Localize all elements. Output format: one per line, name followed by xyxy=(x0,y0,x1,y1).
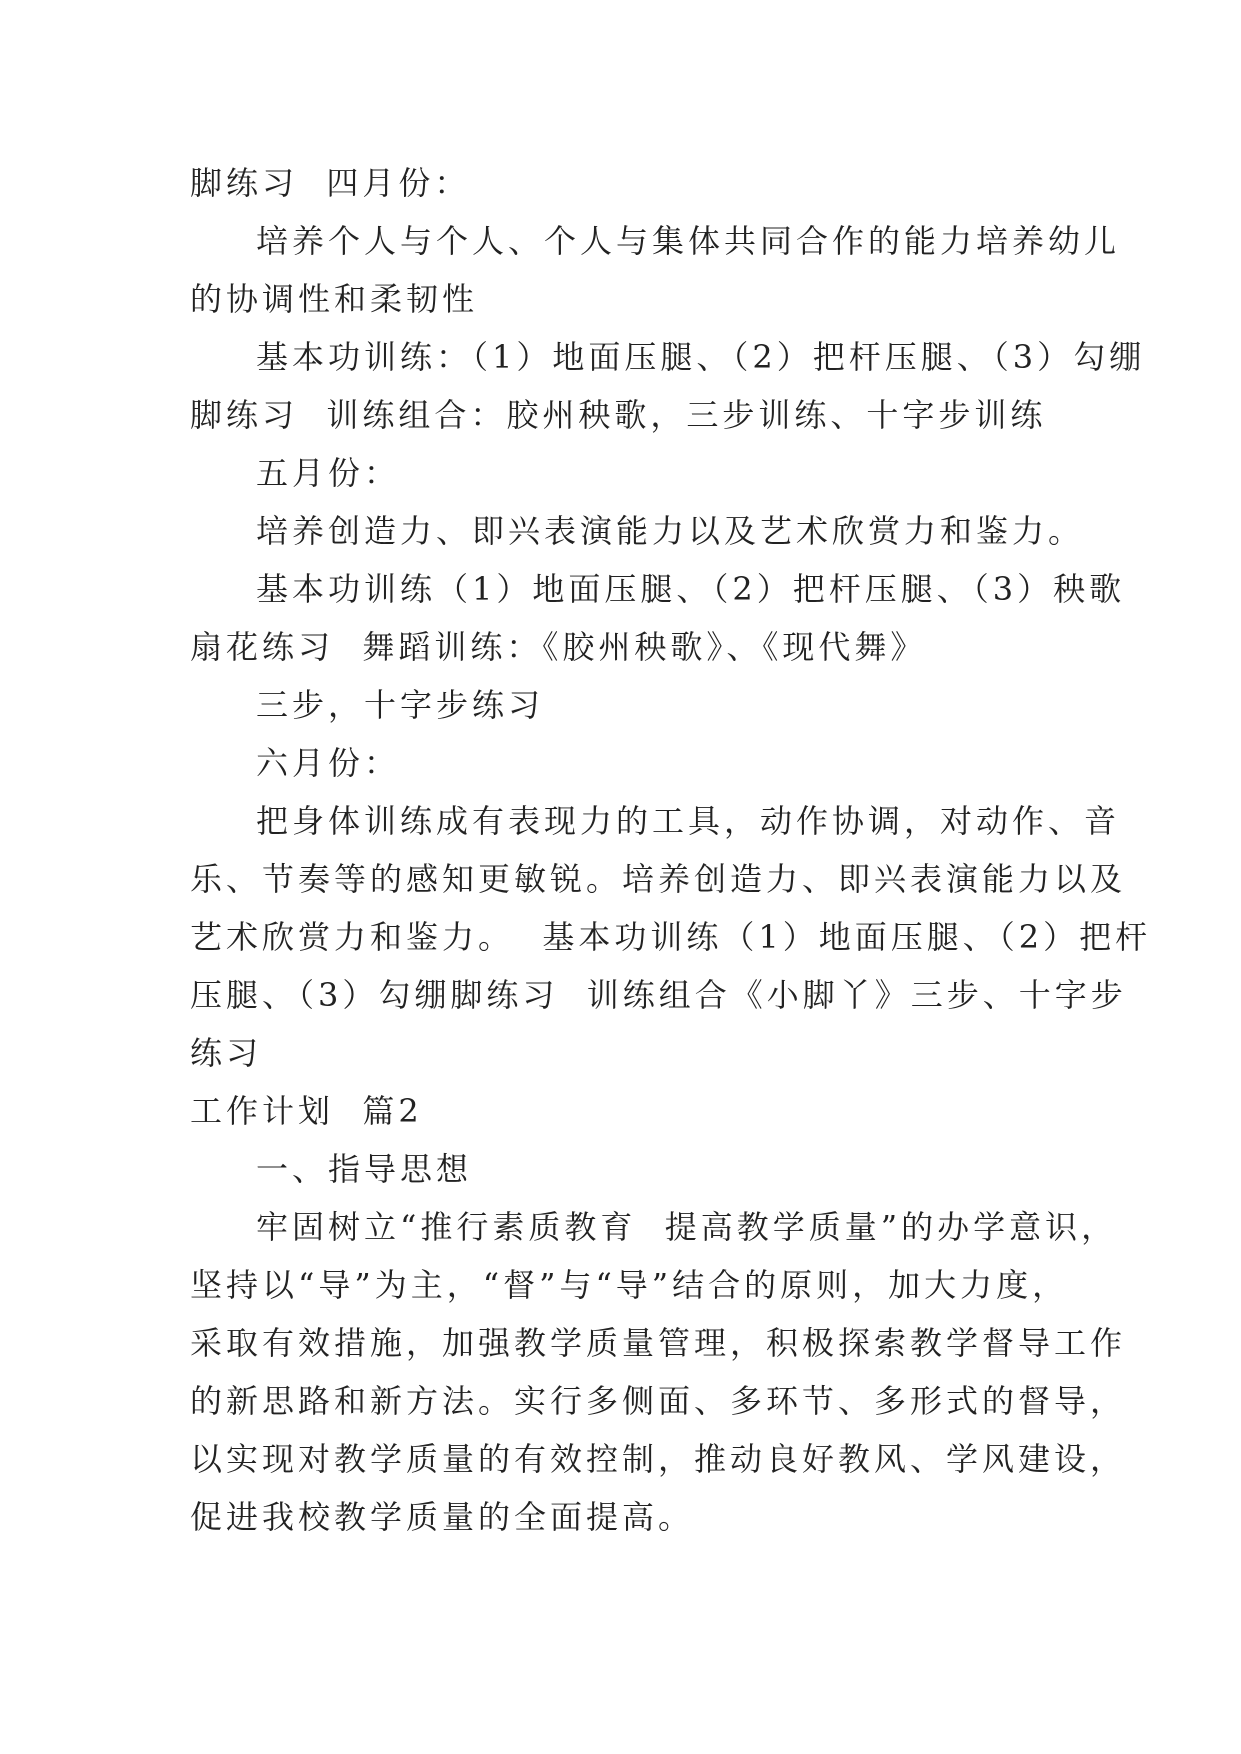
section-title: 工作计划 篇2 xyxy=(190,1092,423,1130)
text-line: 坚持以“导”为主，“督”与“导”结合的原则，加大力度， xyxy=(190,1266,1069,1304)
text-line: 基本功训练：（1）地面压腿、（2）把杆压腿、（3）勾绷 xyxy=(256,338,1146,376)
text-line: 的协调性和柔韧性 xyxy=(190,280,479,318)
text-line: 以实现对教学质量的有效控制，推动良好教风、学风建设， xyxy=(190,1440,1127,1478)
month-heading: 六月份： xyxy=(256,744,401,782)
text-line: 压腿、（3）勾绷脚练习 训练组合《小脚丫》三步、十字步 xyxy=(190,976,1127,1014)
text-line: 采取有效措施，加强教学质量管理，积极探索教学督导工作 xyxy=(190,1324,1127,1362)
text-line: 的新思路和新方法。实行多侧面、多环节、多形式的督导， xyxy=(190,1382,1127,1420)
section-heading: 一、指导思想 xyxy=(256,1150,473,1188)
text-line: 脚练习 训练组合：胶州秧歌，三步训练、十字步训练 xyxy=(190,396,1047,434)
document-body xyxy=(190,154,1152,1546)
text-line: 促进我校教学质量的全面提高。 xyxy=(190,1498,695,1536)
month-heading: 五月份： xyxy=(256,454,401,492)
text-line: 三步，十字步练习 xyxy=(256,686,545,724)
text-line: 牢固树立“推行素质教育 提高教学质量”的办学意识， xyxy=(256,1208,1118,1246)
text-line: 基本功训练（1）地面压腿、（2）把杆压腿、（3）秧歌 xyxy=(256,570,1126,608)
text-line: 培养创造力、即兴表演能力以及艺术欣赏力和鉴力。 xyxy=(256,512,1085,550)
text-line: 脚练习 四月份： xyxy=(190,164,471,202)
text-line: 把身体训练成有表现力的工具，动作协调，对动作、音 xyxy=(256,802,1121,840)
text-line: 培养个人与个人、个人与集体共同合作的能力培养幼儿 xyxy=(256,222,1121,260)
text-line: 乐、节奏等的感知更敏锐。培养创造力、即兴表演能力以及 xyxy=(190,860,1127,898)
text-line: 练习 xyxy=(190,1034,263,1072)
text-line: 艺术欣赏力和鉴力。 基本功训练（1）地面压腿、（2）把杆 xyxy=(190,918,1152,956)
text-line: 扇花练习 舞蹈训练：《胶州秧歌》、《现代舞》 xyxy=(190,628,927,666)
